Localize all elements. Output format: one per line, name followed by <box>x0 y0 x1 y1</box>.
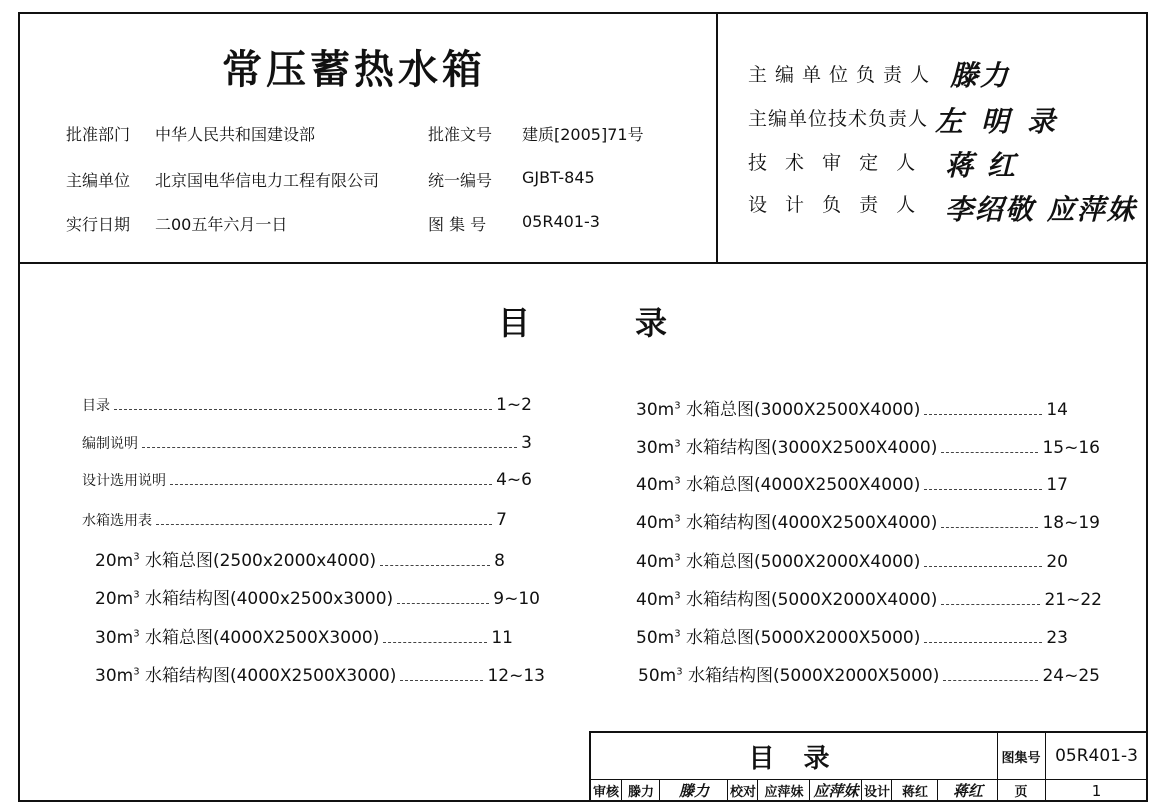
toc-item[interactable] <box>636 395 1068 420</box>
toc-leader <box>924 642 1042 643</box>
toc-item-label: $40m^3$ 水箱总图(5000X2000X4000) <box>636 552 921 572</box>
toc-leader <box>170 484 492 485</box>
toc-title-left: 目 <box>498 304 531 342</box>
design-signature: 蒋红 <box>937 779 998 802</box>
meta-value-approval-doc: 建质[2005]71号 <box>522 125 644 144</box>
page-value: 1 <box>1091 781 1102 800</box>
toc-item[interactable] <box>636 585 1102 610</box>
toc-item[interactable] <box>636 470 1068 495</box>
editor-role: 设 计 负 责 人 <box>748 194 922 216</box>
toc-leader <box>380 565 490 566</box>
toc-item-page: 24~25 <box>1042 666 1100 686</box>
editor-signature: 滕力 <box>950 59 1011 92</box>
meta-value-atlas-number: 05R401-3 <box>522 212 600 231</box>
header-column-divider <box>716 12 718 263</box>
toc-item-label: $50m^3$ 水箱结构图(5000X2000X5000) <box>638 666 940 686</box>
toc-leader <box>142 447 517 448</box>
toc-item[interactable] <box>636 547 1068 572</box>
header-divider <box>18 262 1148 264</box>
toc-item-page: 18~19 <box>1042 513 1100 533</box>
toc-item-page: 14 <box>1046 400 1068 420</box>
atlas-value: 05R401-3 <box>1055 746 1138 766</box>
toc-item-label: 设计选用说明 <box>82 473 166 489</box>
toc-leader <box>400 680 483 681</box>
toc-leader <box>924 566 1042 567</box>
meta-value-editor-unit: 北京国电华信电力工程有限公司 <box>155 171 380 190</box>
toc-item[interactable] <box>82 433 532 453</box>
review-label: 审核 <box>592 785 619 800</box>
toc-leader <box>943 680 1038 681</box>
title-block <box>589 731 1148 802</box>
editor-role: 技 术 审 定 人 <box>748 152 922 174</box>
toc-title-right: 录 <box>635 304 668 342</box>
toc-leader <box>114 409 492 410</box>
toc-item[interactable] <box>636 433 1100 458</box>
sheet-title: 目 录 <box>748 743 840 774</box>
review-name: 滕力 <box>621 779 660 802</box>
meta-label-atlas-number: 图 集 号 <box>428 215 487 234</box>
toc-item[interactable] <box>95 623 513 648</box>
toc-item-label: 目录 <box>82 398 110 414</box>
toc-item[interactable] <box>636 508 1100 533</box>
toc-item[interactable] <box>636 623 1068 648</box>
editor-role: 主编单位负责人 <box>748 64 938 86</box>
toc-leader <box>383 642 487 643</box>
toc-item-page: 20 <box>1046 552 1068 572</box>
toc-item-page: 11 <box>491 628 513 648</box>
toc-item-page: 21~22 <box>1044 590 1102 610</box>
toc-item-label: $20m^3$ 水箱结构图(4000x2500x3000) <box>95 589 394 609</box>
toc-item-page: 3 <box>521 433 532 453</box>
meta-label-effective-date: 实行日期 <box>66 215 131 234</box>
toc-item-label: 编制说明 <box>82 436 138 452</box>
toc-item[interactable] <box>82 470 532 490</box>
toc-item-page: 7 <box>496 510 507 530</box>
atlas-label: 图集号 <box>1001 750 1041 766</box>
toc-item[interactable] <box>95 661 545 686</box>
toc-leader <box>397 603 489 604</box>
toc-item-page: 12~13 <box>487 666 545 686</box>
toc-item-page: 15~16 <box>1042 438 1100 458</box>
meta-label-unified-number: 统一编号 <box>428 171 493 190</box>
design-label: 设计 <box>861 779 892 802</box>
toc-leader <box>941 452 1038 453</box>
toc-item-label: $30m^3$ 水箱结构图(4000X2500X3000) <box>95 666 397 686</box>
document-title: 常压蓄热水箱 <box>222 47 486 93</box>
toc-item-page: 17 <box>1046 475 1068 495</box>
toc-item-label: 水箱选用表 <box>82 513 152 529</box>
meta-label-approval-dept: 批准部门 <box>66 125 131 144</box>
review-signature: 滕力 <box>659 779 728 802</box>
toc-item-label: $30m^3$ 水箱总图(3000X2500X4000) <box>636 400 921 420</box>
toc-leader <box>924 414 1042 415</box>
meta-label-editor-unit: 主编单位 <box>66 171 131 190</box>
toc-item[interactable] <box>82 395 532 415</box>
toc-item-label: $50m^3$ 水箱总图(5000X2000X5000) <box>636 628 921 648</box>
toc-item-page: 9~10 <box>493 589 540 609</box>
toc-leader <box>156 524 492 525</box>
meta-label-approval-doc: 批准文号 <box>428 125 493 144</box>
toc-item-label: $30m^3$ 水箱总图(4000X2500X3000) <box>95 628 380 648</box>
toc-item-label: $30m^3$ 水箱结构图(3000X2500X4000) <box>636 438 938 458</box>
page-label: 页 <box>1014 785 1028 800</box>
toc-leader <box>924 489 1042 490</box>
meta-value-unified-number: GJBT-845 <box>522 168 595 187</box>
toc-leader <box>941 527 1038 528</box>
toc-item[interactable] <box>638 661 1100 686</box>
toc-item[interactable] <box>82 510 507 530</box>
toc-item-page: 4~6 <box>496 470 532 490</box>
toc-item[interactable] <box>95 584 540 609</box>
editor-signature: 蒋红 <box>945 149 1030 182</box>
toc-item-page: 23 <box>1046 628 1068 648</box>
check-label: 校对 <box>727 779 758 802</box>
design-name: 蒋红 <box>891 779 938 802</box>
toc-item-label: $40m^3$ 水箱总图(4000X2500X4000) <box>636 475 921 495</box>
toc-item-page: 1~2 <box>496 395 532 415</box>
toc-item[interactable] <box>95 546 505 571</box>
toc-item-label: $20m^3$ 水箱总图(2500x2000x4000) <box>95 551 377 571</box>
editor-signature: 左明录 <box>935 105 1074 138</box>
toc-leader <box>941 604 1040 605</box>
editor-signature: 李绍敬 应萍妹 <box>945 193 1137 226</box>
toc-item-page: 8 <box>494 551 505 571</box>
check-name: 应萍妹 <box>757 779 810 802</box>
meta-value-approval-dept: 中华人民共和国建设部 <box>155 125 316 144</box>
editor-role: 主编单位技术负责人 <box>748 108 929 130</box>
toc-item-label: $40m^3$ 水箱结构图(4000X2500X4000) <box>636 513 938 533</box>
check-signature: 应萍妹 <box>809 779 862 802</box>
toc-item-label: $40m^3$ 水箱结构图(5000X2000X4000) <box>636 590 938 610</box>
meta-value-effective-date: 二00五年六月一日 <box>155 215 288 234</box>
